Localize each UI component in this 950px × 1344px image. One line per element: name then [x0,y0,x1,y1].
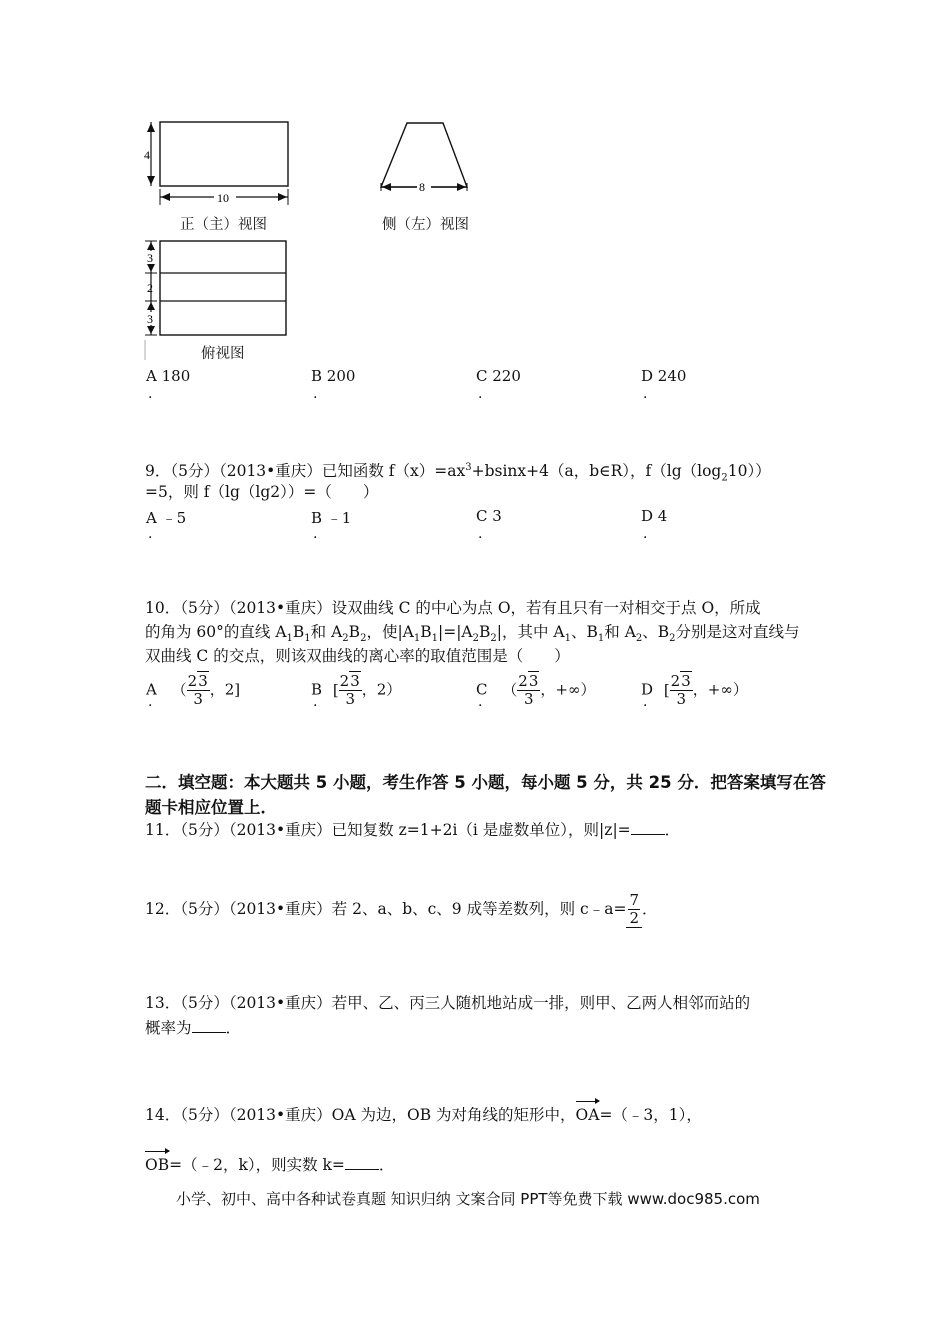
q9-option-a: A ﹣5 [146,509,187,527]
q12-answer-fraction: $\frac{7}{2}$ [629,891,639,927]
q13-stem-line1: 13．（5分）（2013•重庆）若甲、乙、丙三人随机地站成一排，则甲、乙两人相邻而站的 [145,994,751,1012]
footer-watermark-text: 小学、初中、高中各种试卷真题 知识归纳 文案合同 PPT等免费下载 www.doc985.com [176,1190,760,1208]
front-width-label: 10 [217,191,229,205]
q13-answer-blank[interactable] [192,1020,226,1033]
top-view-caption: 俯视图 [201,346,245,362]
q8-option-b: B 200 [311,367,356,385]
section2-heading-line2: 题卡相应位置上． [145,798,277,817]
three-view-figures [140,115,480,365]
q10-option-d: D [ $\frac{23}{3}$ ，+∞） [641,672,748,708]
top-view-rect [160,241,286,335]
q14-answer-blank[interactable] [345,1157,379,1170]
q8-option-c: C 220 [476,367,521,385]
q10-stem-line1: 10．（5分）（2013•重庆）设双曲线 C 的中心为点 O，若有且只有一对相交于点 O，所成 [145,599,761,617]
q9-stem-line2: =5，则 f（lg（lg2））=（ ） [145,483,379,501]
q14-stem-line2: OB=（﹣2，k），则实数 k= ． [145,1156,395,1174]
vector-ob: OB [145,1156,170,1174]
vector-oa: OA [575,1106,600,1124]
q14-stem-line1: 14．（5分）（2013•重庆）OA 为边，OB 为对角线的矩形中，OA=（﹣3，1）， [145,1106,702,1124]
q9-option-c: C 3 [476,507,502,525]
q10-stem-line2: 的角为 60°的直线 $A_1B_1$和 $A_2B_2$，使$|A_1B_1|=|A_2B_2|$，其中 $A_1$、$B_1$和 $A_2$、$B_2$分别是这对直线与 [145,623,800,645]
q8-option-a: A 180 [146,367,191,385]
section2-heading-line1: 二．填空题：本大题共 5 小题，考生作答 5 小题，每小题 5 分，共 25 分．把答案填写在答 [145,773,826,792]
q10-stem-line3: 双曲线 C 的交点，则该双曲线的离心率的取值范围是（ ） [145,647,570,665]
q12-stem: 12．（5分）（2013•重庆）若 2、a、b、c、9 成等差数列，则 c﹣a= $\frac{7}{2}$ ． [145,891,658,927]
q9-option-b: B ﹣1 [311,509,352,527]
q9-option-d: D 4 [641,507,668,525]
q13-stem-line2: 概率为 ． [145,1019,242,1037]
q10-option-c: C （ $\frac{23}{3}$ ，+∞） [476,672,596,708]
q8-option-d: D 240 [641,367,687,385]
front-view-caption: 正（主）视图 [180,217,267,233]
q11-answer-blank[interactable] [631,822,665,835]
side-width-label: 8 [419,180,425,194]
side-view-caption: 侧（左）视图 [382,217,469,233]
q10-option-a: A （ $\frac{23}{3}$ ，2] [146,672,241,708]
q9-stem-line1: 9．（5分）（2013•重庆）已知函数 $f(x)=ax^3+bsinx+4(a$，b∈R），$f(\lg(\log_210))$ [145,462,771,484]
top-dim-2: 2 [147,281,153,295]
front-view-rect [160,122,288,186]
front-height-label: 4 [144,148,150,162]
top-dim-3: 3 [147,312,153,326]
q11-stem: 11．（5分）（2013•重庆）已知复数 z=1+2i（i 是虚数单位），则|z|= ． [145,821,681,839]
top-dim-1: 3 [147,251,153,265]
q10-option-b: B [ $\frac{23}{3}$ ，2） [311,672,402,708]
side-view-trapezoid [381,123,467,187]
